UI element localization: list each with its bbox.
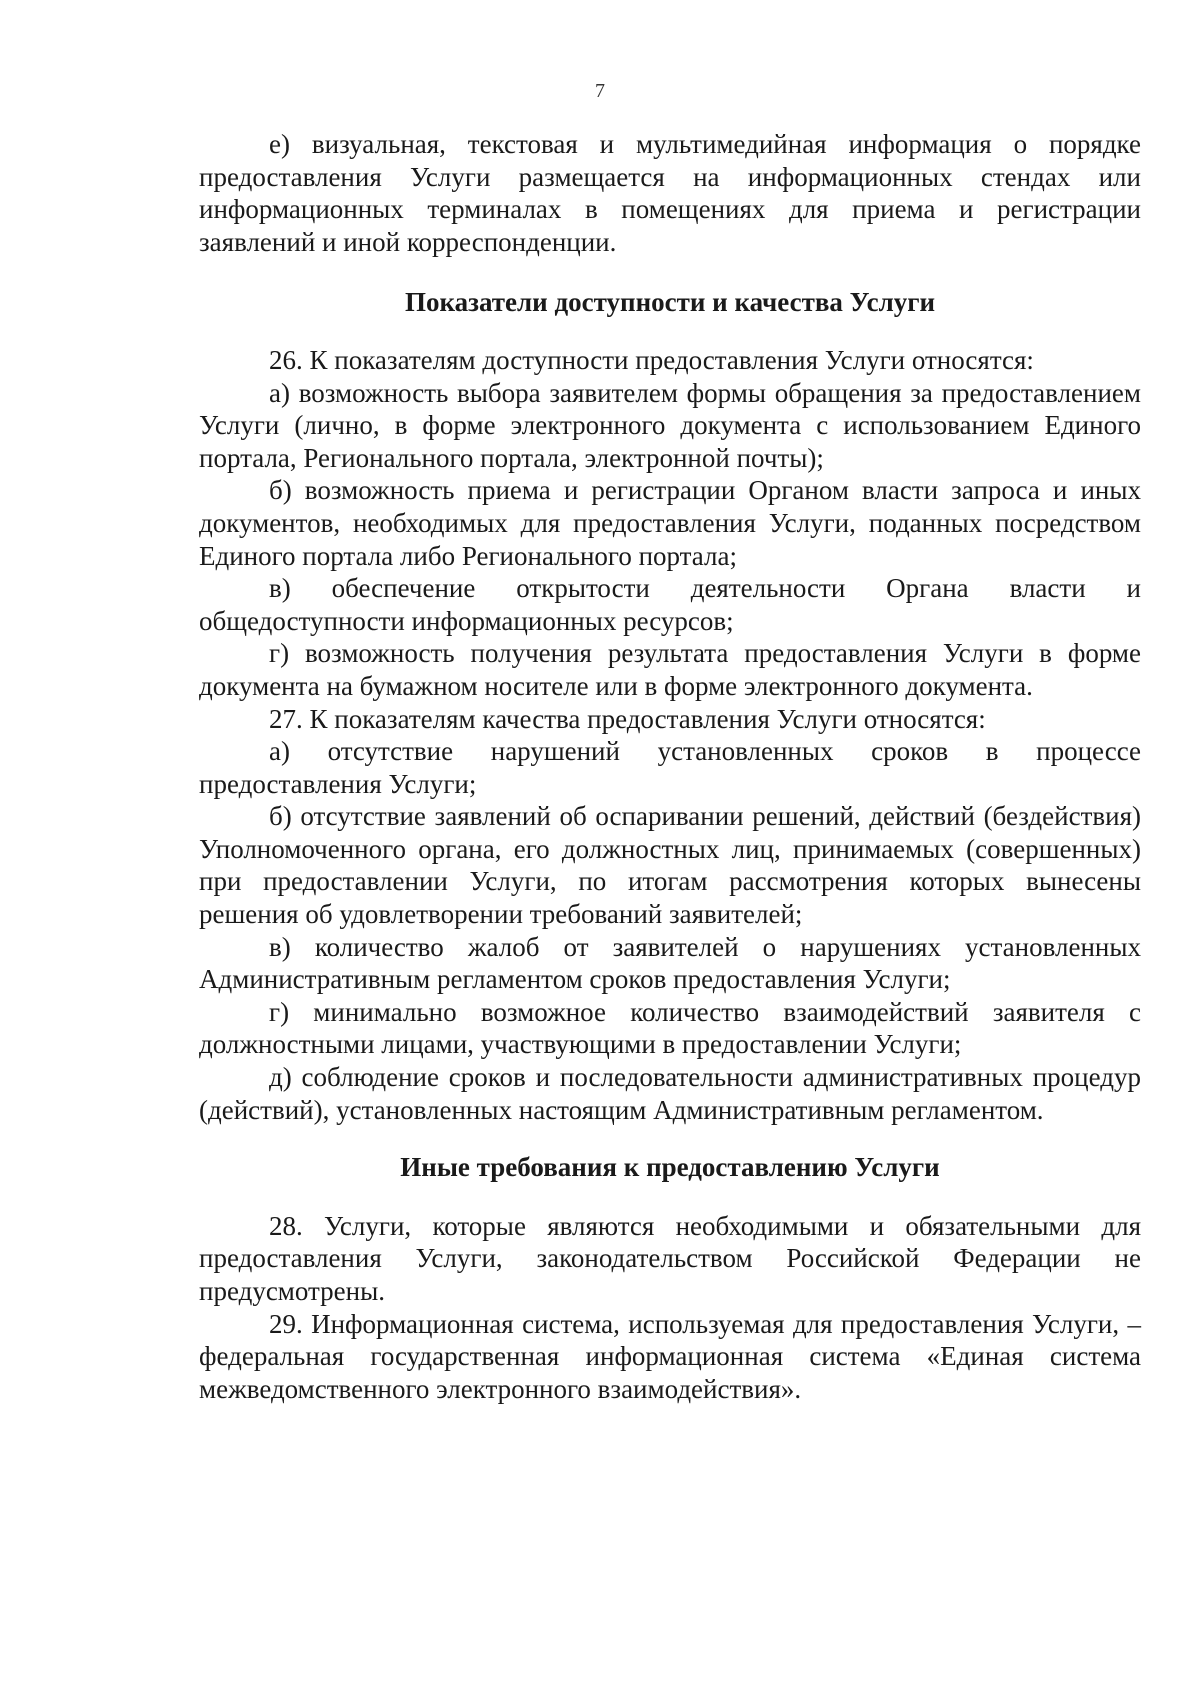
paragraph-26-v: в) обеспечение открытости деятельности Органа власти и общедоступности информационных ресурсов; bbox=[199, 573, 1141, 636]
page-number: 7 bbox=[595, 80, 605, 102]
section-heading-other-requirements: Иные требования к предоставлению Услуги bbox=[400, 1152, 940, 1183]
section-heading-availability-quality: Показатели доступности и качества Услуги bbox=[404, 287, 936, 318]
paragraph-item-e: е) визуальная, текстовая и мультимедийная информация о порядке предоставления Услуги размещается на информационных стендах или информационных терминалах в помещениях для приема и регистрации заявлений и иной корреспонденции. bbox=[199, 129, 1141, 257]
spacer bbox=[199, 319, 1141, 344]
paragraph-27-b: б) отсутствие заявлений об оспаривании решений, действий (бездействия) Уполномоченного органа, его должностных лиц, принимаемых (совершенных) при предоставлении Услуги, по итогам рассмотрения которых вынесены решения об удовлетворении требований заявителей; bbox=[199, 801, 1141, 930]
paragraph-27-a: а) отсутствие нарушений установленных сроков в процессе предоставления Услуги; bbox=[199, 736, 1141, 799]
paragraph-28: 28. Услуги, которые являются необходимыми и обязательными для предоставления Услуги, законодательством Российской Федерации не предусмотрены. bbox=[199, 1210, 1141, 1306]
paragraph-26-a: а) возможность выбора заявителем формы обращения за предоставлением Услуги (лично, в форме электронного документа с использованием Единого портала, Регионального портала, электронной почты); bbox=[199, 377, 1141, 473]
paragraph-26: 26. К показателям доступности предоставления Услуги относятся: bbox=[269, 344, 1034, 375]
paragraph-26-g: г) возможность получения результата предоставления Услуги в форме документа на бумажном носителе или в форме электронного документа. bbox=[199, 638, 1141, 701]
document-body bbox=[199, 128, 1141, 1405]
paragraph-27-g: г) минимально возможное количество взаимодействий заявителя с должностными лицами, участвующими в предоставлении Услуги; bbox=[199, 996, 1141, 1060]
paragraph-27-d: д) соблюдение сроков и последовательности административных процедур (действий), установленных настоящим Административным регламентом. bbox=[199, 1062, 1141, 1125]
paragraph-29: 29. Информационная система, используемая для предоставления Услуги, – федеральная государственная информационная система «Единая система межведомственного электронного взаимодействия». bbox=[199, 1308, 1141, 1404]
spacer bbox=[199, 1126, 1141, 1151]
paragraph-27: 27. К показателям качества предоставления Услуги относятся: bbox=[269, 703, 986, 734]
paragraph-26-b: б) возможность приема и регистрации Органом власти запроса и иных документов, необходимых для предоставления Услуги, поданных посредством Единого портала либо Регионального портала; bbox=[199, 475, 1141, 571]
spacer bbox=[199, 1184, 1141, 1210]
paragraph-27-v: в) количество жалоб от заявителей о нарушениях установленных Административным регламентом сроков предоставления Услуги; bbox=[199, 931, 1141, 995]
spacer bbox=[199, 258, 1141, 286]
